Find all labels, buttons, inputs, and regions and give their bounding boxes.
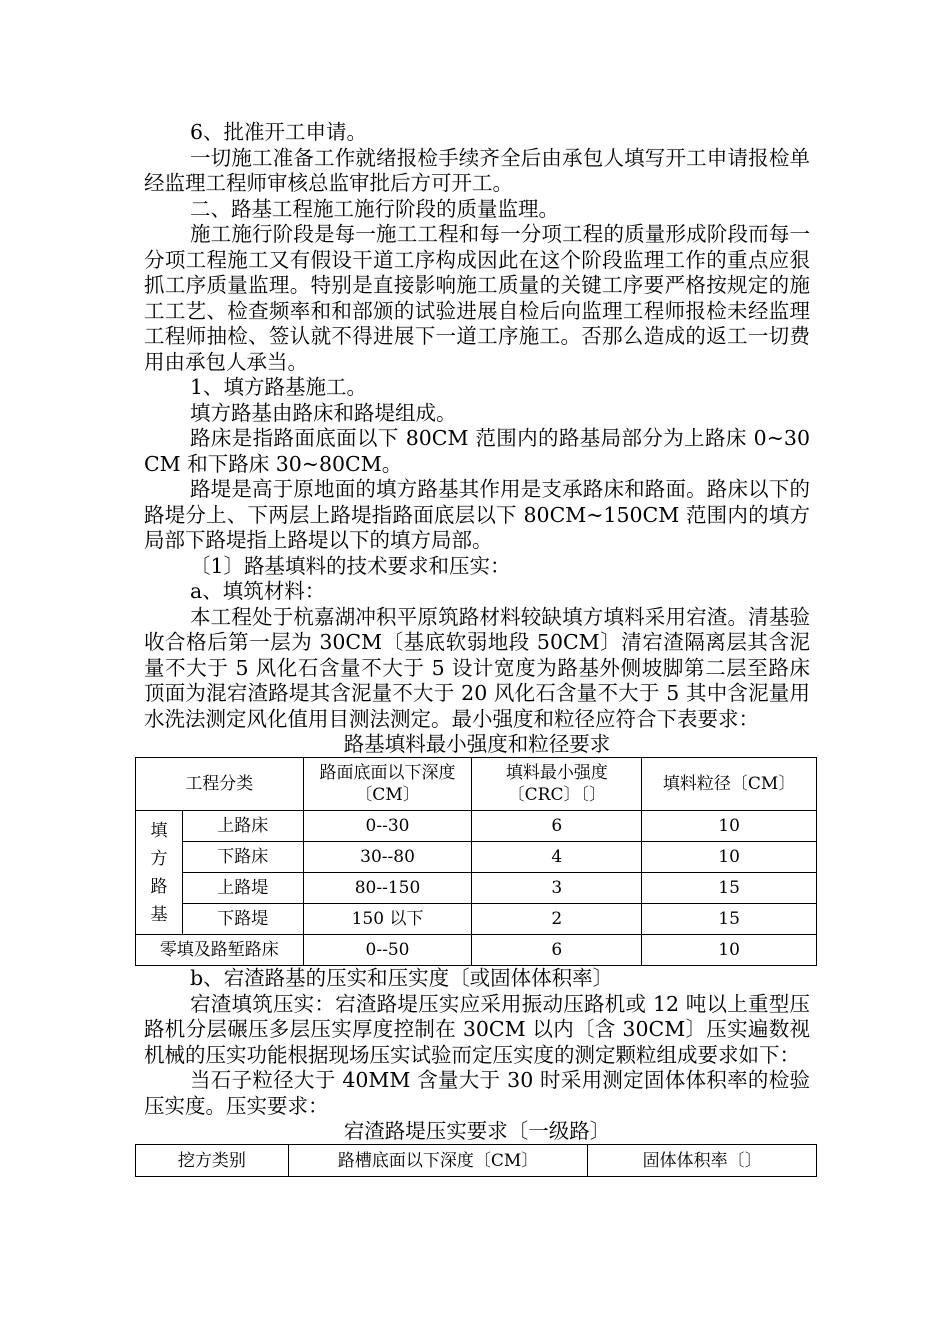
paragraph-fill-requirements-heading: 〔1〕路基填料的技术要求和压实： [190, 553, 511, 578]
table1-group-cell [136, 811, 183, 935]
table1-header-strength: 填料最小强度〔CRC〕〔〕 [472, 758, 642, 811]
table-cell: 150 以下 [303, 904, 472, 935]
paragraph-roadbed-definition: 路床是指路面底面以下 80CM 范围内的路基局部分为上路床 0~30CM 和下路床 30~80CM。 [144, 426, 810, 476]
table-row [136, 873, 817, 904]
table-cell: 下路床 [182, 842, 303, 873]
table-cell: 15 [642, 873, 817, 904]
compaction-requirements-table [135, 1144, 817, 1177]
table-cell: 上路床 [182, 811, 303, 842]
paragraph-section-two-heading: 二、路基工程施工施行阶段的质量监理。 [190, 196, 559, 221]
table-cell: 15 [642, 904, 817, 935]
table1-group-label: 填方路基 [150, 820, 168, 925]
document-page [144, 120, 810, 1177]
table-cell: 2 [472, 904, 642, 935]
paragraph-fill-composition: 填方路基由路床和路堤组成。 [190, 400, 457, 425]
table-cell: 30--80 [303, 842, 472, 873]
table1-header-depth: 路面底面以下深度〔CM〕 [303, 758, 472, 811]
table-row [136, 935, 817, 966]
paragraph-fill-subgrade-heading: 1、填方路基施工。 [190, 375, 368, 399]
table-cell: 6 [472, 811, 642, 842]
paragraph-approval-body: 一切施工准备工作就绪报检手续齐全后由承包人填写开工申请报检单经监理工程师审核总监审批后方可开工。 [144, 145, 810, 195]
table-cell: 零填及路堑路床 [136, 935, 304, 966]
table-cell: 80--150 [303, 873, 472, 904]
table-cell: 0--30 [303, 811, 472, 842]
fill-strength-table [135, 757, 817, 966]
paragraph-embankment-definition: 路堤是高于原地面的填方路基其作用是支承路床和路面。路床以下的路堤分上、下两层上路堤指路面底层以下 80CM~150CM 范围内的填方局部下路堤指上路堤以下的填方局部。 [144, 477, 810, 552]
table1-header-size: 填料粒径〔CM〕 [642, 758, 817, 811]
table2-header-row [136, 1145, 817, 1177]
table-cell: 10 [642, 811, 817, 842]
table-cell: 上路堤 [182, 873, 303, 904]
paragraph-solid-volume-ratio: 当石子粒径大于 40MM 含量大于 30 时采用测定固体体积率的检验压实度。压实要求： [144, 1068, 810, 1118]
table-cell: 0--50 [303, 935, 472, 966]
table1-caption: 路基填料最小强度和粒径要求 [343, 732, 611, 756]
table1-header-row [136, 758, 817, 811]
table-cell: 10 [642, 842, 817, 873]
table-row [136, 842, 817, 873]
table2-header-category: 挖方类别 [136, 1145, 289, 1177]
table2-caption: 宕渣路堤压实要求〔一级路〕 [343, 1119, 611, 1143]
table-row [136, 904, 817, 935]
paragraph-construction-stage: 施工施行阶段是每一施工工程和每一分项工程的质量形成阶段而每一分项工程施工又有假设干道工序构成因此在这个阶段监理工作的重点应狠抓工序质量监理。特别是直接影响施工质量的关键工序要严格按规定的施工工艺、检查频率和和部颁的试验进展自检后向监理工程师报检未经监理工程师抽检、签认就不得进展下一道工序施工。否那么造成的返工一切费用由承包人承当。 [144, 222, 810, 374]
paragraph-compaction-body: 宕渣填筑压实：宕渣路堤压实应采用振动压路机或 12 吨以上重型压路机分层碾压多层压实厚度控制在 30CM 以内〔含 30CM〕压实遍数视机械的压实功能根据现场压实试验而定压实度的测定颗粒组成要求如下： [144, 991, 810, 1067]
table-cell: 4 [472, 842, 642, 873]
paragraph-approval-heading: 6、批准开工申请。 [190, 120, 368, 144]
table-cell: 下路堤 [182, 904, 303, 935]
table2-header-volume-ratio: 固体体积率〔〕 [588, 1145, 817, 1177]
table2-header-depth: 路槽底面以下深度〔CM〕 [288, 1145, 588, 1177]
table-cell: 10 [642, 935, 817, 966]
paragraph-fill-materials-body: 本工程处于杭嘉湖冲积平原筑路材料较缺填方填料采用宕渣。清基验收合格后第一层为 30CM〔基底软弱地段 50CM〕清宕渣隔离层其含泥量不大于 5 风化石含量不大于 5 设计宽度为路基外侧坡脚第二层至路床顶面为混宕渣路堤其含泥量不大于 20 风化石含量不大于 5 其中含泥量用水洗法测定风化值用目测法测定。最小强度和粒径应符合下表要求： [144, 604, 810, 731]
table-cell: 6 [472, 935, 642, 966]
paragraph-compaction-heading: b、宕渣路基的压实和压实度〔或固体体积率〕 [190, 966, 614, 990]
table-row [136, 811, 817, 842]
table-cell: 3 [472, 873, 642, 904]
table1-header-category: 工程分类 [136, 758, 304, 811]
paragraph-fill-materials-heading: a、填筑材料： [190, 579, 326, 603]
